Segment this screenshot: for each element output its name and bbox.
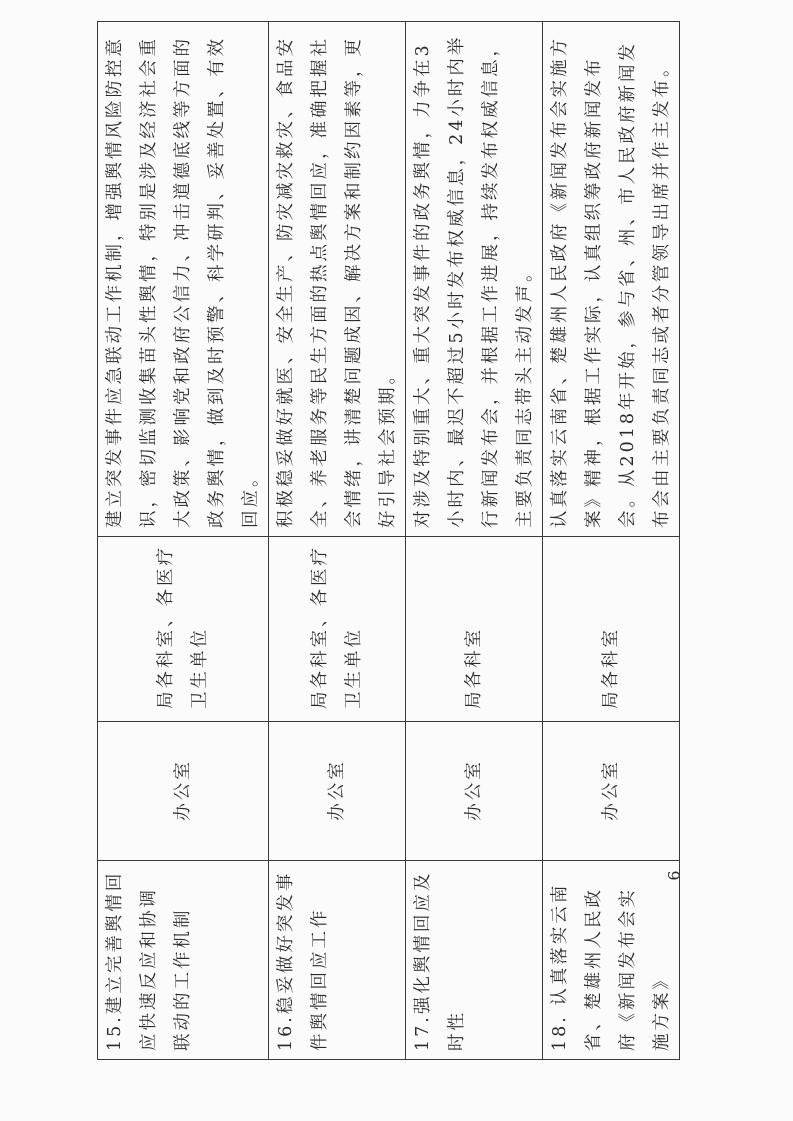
item-description: 建立突发事件应急联动工作机制，增强舆情风险防控意识，密切监测收集苗头性舆情，特别是涉及经济社会重大政策、影响党和政府公信力、冲击道德底线等方面的政务舆情，做到及时预警、科学研判、妥善处置、有效回应。 <box>98 22 269 537</box>
measures-table <box>97 21 680 1060</box>
table-row <box>269 22 406 1060</box>
item-name: 15.建立完善舆情回应快速反应和协调联动的工作机制 <box>98 861 269 1060</box>
lead-unit: 办公室 <box>269 722 406 861</box>
page-number: 6 <box>664 870 684 881</box>
table-row <box>406 22 543 1060</box>
lead-unit: 办公室 <box>543 722 680 861</box>
lead-unit: 办公室 <box>98 722 269 861</box>
item-name: 17.强化舆情回应及时性 <box>406 861 543 1060</box>
rotated-table-wrapper <box>97 34 672 1060</box>
table-row <box>543 22 680 1060</box>
item-description: 认真落实云南省、楚雄州人民政府《新闻发布会实施方案》精神，根据工作实际，认真组织筹政府新闻发布会。从2018年开始，参与省、州、市人民政府新闻发布会由主要负责同志或者分管领导出席并作主发布。 <box>543 22 680 537</box>
item-description: 积极稳妥做好就医、安全生产、防灾减灾救灾、食品安全、养老服务等民生方面的热点舆情回应，准确把握社会情绪，讲清楚问题成因、解决方案和制约因素等，更好引导社会预期。 <box>269 22 406 537</box>
item-description: 对涉及特别重大、重大突发事件的政务舆情，力争在3小时内、最迟不超过5小时发布权威信息，24小时内举行新闻发布会，并根据工作进展，持续发布权威信息，主要负责同志带头主动发声。 <box>406 22 543 537</box>
item-name: 18. 认真落实云南省、楚雄州人民政府《新闻发布会实施方案》 <box>543 861 680 1060</box>
coop-unit: 局各科室、各医疗卫生单位 <box>269 537 406 722</box>
table-row <box>98 22 269 1060</box>
lead-unit: 办公室 <box>406 722 543 861</box>
coop-unit: 局各科室、各医疗卫生单位 <box>98 537 269 722</box>
item-name: 16.稳妥做好突发事件舆情回应工作 <box>269 861 406 1060</box>
coop-unit: 局各科室 <box>406 537 543 722</box>
coop-unit: 局各科室 <box>543 537 680 722</box>
